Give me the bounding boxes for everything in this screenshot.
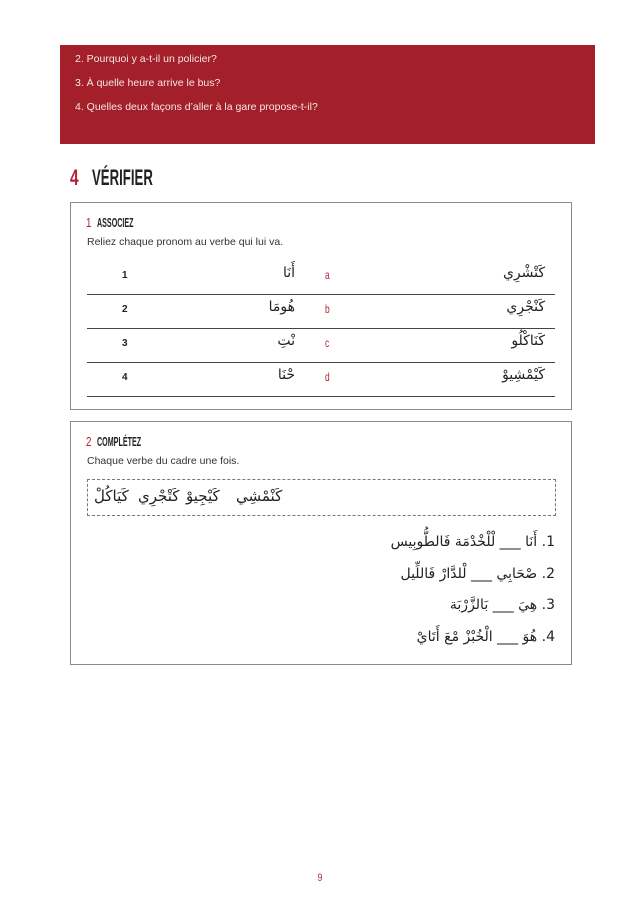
questions-banner [60,45,595,144]
row-letter: c [325,336,330,350]
exercise-instruction: Reliez chaque pronom au verbe qui lui va. [87,236,284,248]
match-row [87,363,555,397]
sentence: 2. صْحَابِي ___ لْلدَّارْ فَاللِّيل [400,566,555,582]
exercise-associez [70,202,572,410]
exercise-instruction: Chaque verbe du cadre une fois. [87,455,240,467]
exercise-completez [70,421,572,665]
row-number: 4 [122,372,128,383]
word-bank-item: كَنْمْشِي [236,487,283,505]
sentence: 3. هِيَ ___ بَالزَّرْبَة [449,597,555,613]
verb: كَنْجْرِي [506,299,545,315]
exercise-number: 2 [86,434,92,449]
exercise-title: ASSOCIEZ [97,215,134,230]
page-number: 9 [317,872,323,884]
verb: كَيْمْشِيوْ [502,367,545,383]
sentence: 4. هُوَ ___ الْخُبْزْ مْعَ أَتَايْ [416,629,555,645]
word-bank-item: كَيْجِيوْ [186,487,220,505]
verb: كَنَاكْلُو [511,333,545,349]
row-number: 2 [122,304,128,315]
row-letter: d [325,370,330,384]
exercise-title: COMPLÉTEZ [97,434,142,449]
match-row [87,295,555,329]
pronoun: نْتِ [277,333,295,349]
match-row [87,329,555,363]
pronoun: هُومَا [268,299,295,315]
banner-question-2: 2. Pourquoi y a-t-il un policier? [75,53,217,65]
pronoun: أَنَا [282,265,295,281]
match-row [87,261,555,295]
pronoun: حْنَا [277,367,295,383]
banner-question-3: 3. À quelle heure arrive le bus? [75,77,221,89]
row-letter: b [325,302,330,316]
verb: كَتْشْرِي [502,265,545,281]
banner-question-4: 4. Quelles deux façons d’aller à la gare propose-t-il? [75,101,318,113]
word-bank-item: كَيَاكُلْ [94,487,129,505]
word-bank-item: كَتْجْرِي [138,487,180,505]
row-number: 3 [122,338,128,349]
exercise-number: 1 [86,215,92,230]
section-title: VÉRIFIER [92,165,153,190]
sentence: 1. أَنَا ___ لْلْخْدْمَة فَالطُّوبِيس [390,534,555,550]
section-number: 4 [70,165,79,190]
row-number: 1 [122,270,128,281]
row-letter: a [325,268,330,282]
word-bank [87,479,556,516]
